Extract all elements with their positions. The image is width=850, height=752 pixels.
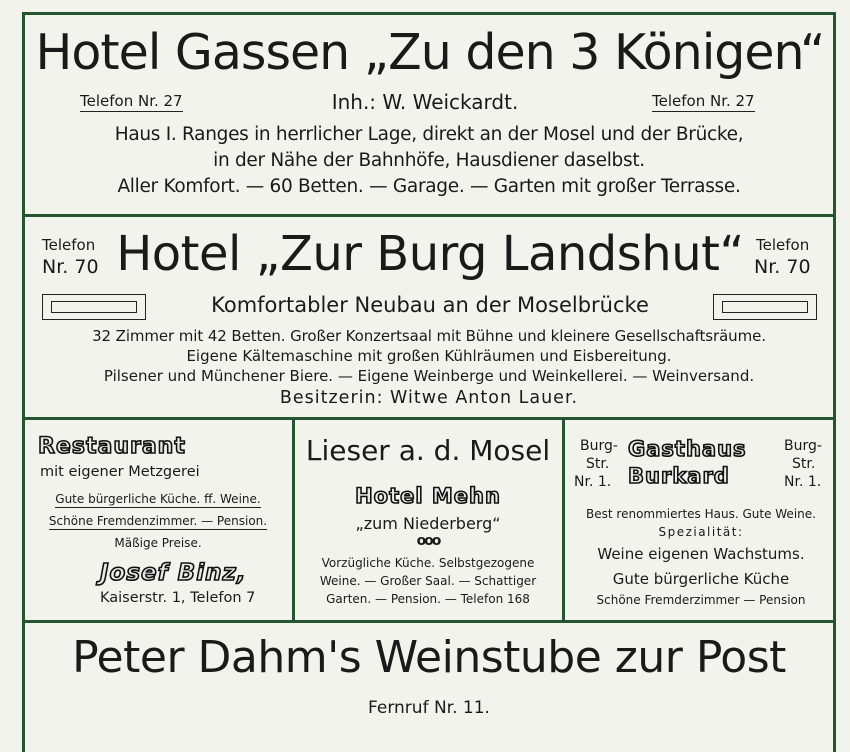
hotel-gassen-title: Hotel Gassen „Zu den 3 Königen“ (35, 24, 825, 81)
hotel-gassen-line-3: Aller Komfort. — 60 Betten. — Garage. — Garten mit großer Terrasse. (117, 176, 741, 197)
burkard-line-3: Weine eigenen Wachstums. (597, 545, 805, 563)
ornament-frame-left (42, 294, 146, 320)
burkard-addr-left-1: Burg- (580, 438, 618, 454)
burkard-title-1: Gasthaus (628, 437, 747, 461)
hotel-gassen-phone-left: Telefon Nr. 27 (80, 92, 183, 110)
burkard-line-2: Spezialität: (658, 525, 744, 539)
burkard-line-5: Schöne Fremderzimmer — Pension (596, 593, 806, 607)
landshut-phone-left-1: Telefon (42, 236, 96, 254)
burkard-addr-right-3: Nr. 1. (784, 474, 822, 490)
divider-3 (22, 620, 836, 623)
landshut-title: Hotel „Zur Burg Landshut“ (116, 226, 744, 282)
burkard-title-2: Burkard (628, 464, 730, 488)
restaurant-owner-name: Josef Binz, (100, 560, 247, 586)
burkard-addr-left-3: Nr. 1. (574, 474, 612, 490)
mehn-line-1: Vorzügliche Küche. Selbstgezogene (321, 556, 535, 570)
restaurant-line-1: Gute bürgerliche Küche. ff. Weine. (55, 492, 261, 506)
column-divider-1 (292, 420, 295, 620)
weinstube-phone: Fernruf Nr. 11. (368, 698, 490, 718)
landshut-phone-right-2: Nr. 70 (754, 256, 811, 278)
mehn-title: Hotel Mehn (355, 484, 501, 508)
landshut-subtitle: Komfortabler Neubau an der Moselbrücke (211, 293, 649, 317)
ornament-frame-right (713, 294, 817, 320)
hotel-gassen-line-2: in der Nähe der Bahnhöfe, Hausdiener daselbst. (213, 150, 645, 171)
restaurant-line-3: Mäßige Preise. (114, 536, 202, 550)
burkard-line-4: Gute bürgerliche Küche (612, 570, 790, 588)
landshut-line-1: 32 Zimmer mit 42 Betten. Großer Konzertsaal mit Bühne und kleinere Gesellschaftsräume. (92, 327, 766, 345)
burkard-addr-left-2: Str. (586, 456, 610, 472)
restaurant-address: Kaiserstr. 1, Telefon 7 (100, 590, 256, 606)
mehn-line-3: Garten. — Pension. — Telefon 168 (326, 592, 530, 606)
burkard-line-1: Best renommiertes Haus. Gute Weine. (586, 507, 816, 521)
restaurant-sub: mit eigener Metzgerei (40, 464, 200, 480)
landshut-phone-left-2: Nr. 70 (42, 256, 99, 278)
divider-1 (22, 214, 836, 217)
burkard-addr-right-2: Str. (792, 456, 816, 472)
mehn-line-2: Weine. — Großer Saal. — Schattiger (319, 574, 537, 588)
mehn-place: Lieser a. d. Mosel (305, 434, 551, 467)
hotel-gassen-line-1: Haus I. Ranges in herrlicher Lage, direkt an der Mosel und der Brücke, (114, 124, 744, 145)
burkard-addr-right-1: Burg- (784, 438, 822, 454)
column-divider-2 (562, 420, 565, 620)
restaurant-line-2: Schöne Fremdenzimmer. — Pension. (48, 514, 268, 528)
hotel-gassen-owner: Inh.: W. Weickardt. (331, 90, 519, 114)
mehn-sub: „zum Niederberg“ (355, 514, 501, 533)
landshut-line-2: Eigene Kältemaschine mit großen Kühlräumen und Eisbereitung. (186, 347, 672, 365)
landshut-line-3: Pilsener und Münchener Biere. — Eigene Weinberge und Weinkellerei. — Weinversand. (103, 367, 755, 385)
restaurant-title: Restaurant (38, 434, 186, 459)
hotel-gassen-phone-right: Telefon Nr. 27 (652, 92, 755, 110)
landshut-owner: Besitzerin: Witwe Anton Lauer. (279, 388, 579, 408)
mehn-ornament: ooo (416, 533, 440, 549)
weinstube-title: Peter Dahm's Weinstube zur Post (72, 632, 786, 683)
divider-2 (22, 417, 836, 420)
landshut-phone-right-1: Telefon (756, 236, 810, 254)
